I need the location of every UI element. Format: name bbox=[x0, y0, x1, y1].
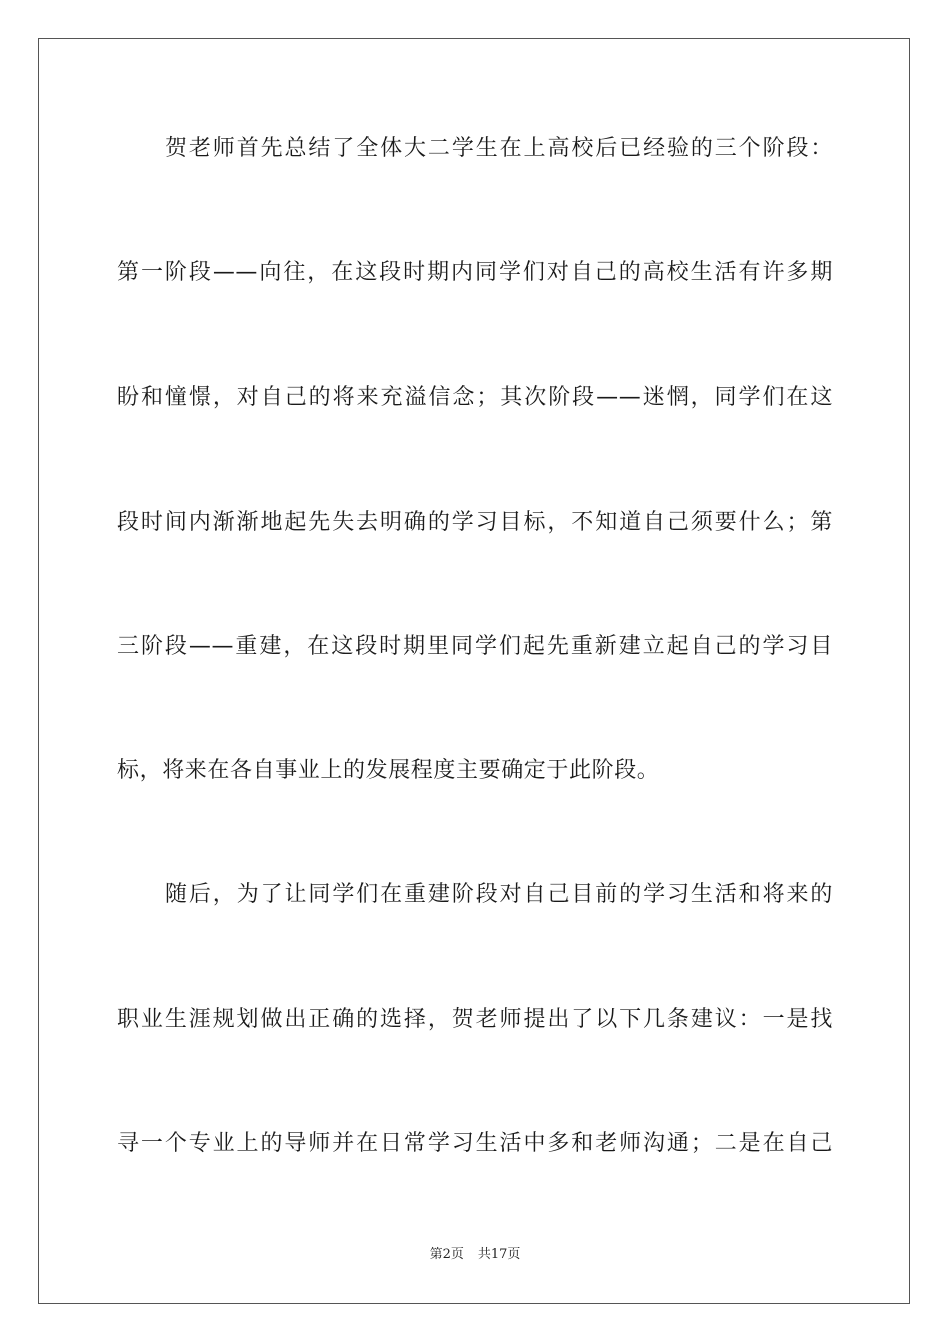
page-total: 共17页 bbox=[477, 1247, 521, 1262]
page-footer bbox=[0, 1246, 950, 1264]
paragraph-line: 段时间内渐渐地起先失去明确的学习目标，不知道自己须要什么；第 bbox=[117, 510, 833, 535]
paragraph-line: 三阶段——重建，在这段时期里同学们起先重新建立起自己的学习目 bbox=[117, 634, 833, 659]
paragraph-line: 标，将来在各自事业上的发展程度主要确定于此阶段。 bbox=[117, 758, 660, 783]
paragraph-line: 盼和憧憬，对自己的将来充溢信念；其次阶段——迷惘，同学们在这 bbox=[117, 385, 833, 410]
paragraph-line: 第一阶段——向往，在这段时期内同学们对自己的高校生活有许多期 bbox=[117, 260, 833, 285]
page-number: 第2页 bbox=[429, 1247, 464, 1262]
paragraph-line: 随后，为了让同学们在重建阶段对自己目前的学习生活和将来的 bbox=[165, 882, 833, 907]
paragraph-line: 职业生涯规划做出正确的选择，贺老师提出了以下几条建议：一是找 bbox=[117, 1007, 833, 1032]
page-frame bbox=[38, 38, 910, 1304]
paragraph-line: 寻一个专业上的导师并在日常学习生活中多和老师沟通；二是在自己 bbox=[117, 1131, 833, 1156]
paragraph-line: 贺老师首先总结了全体大二学生在上高校后已经验的三个阶段： bbox=[165, 136, 833, 161]
